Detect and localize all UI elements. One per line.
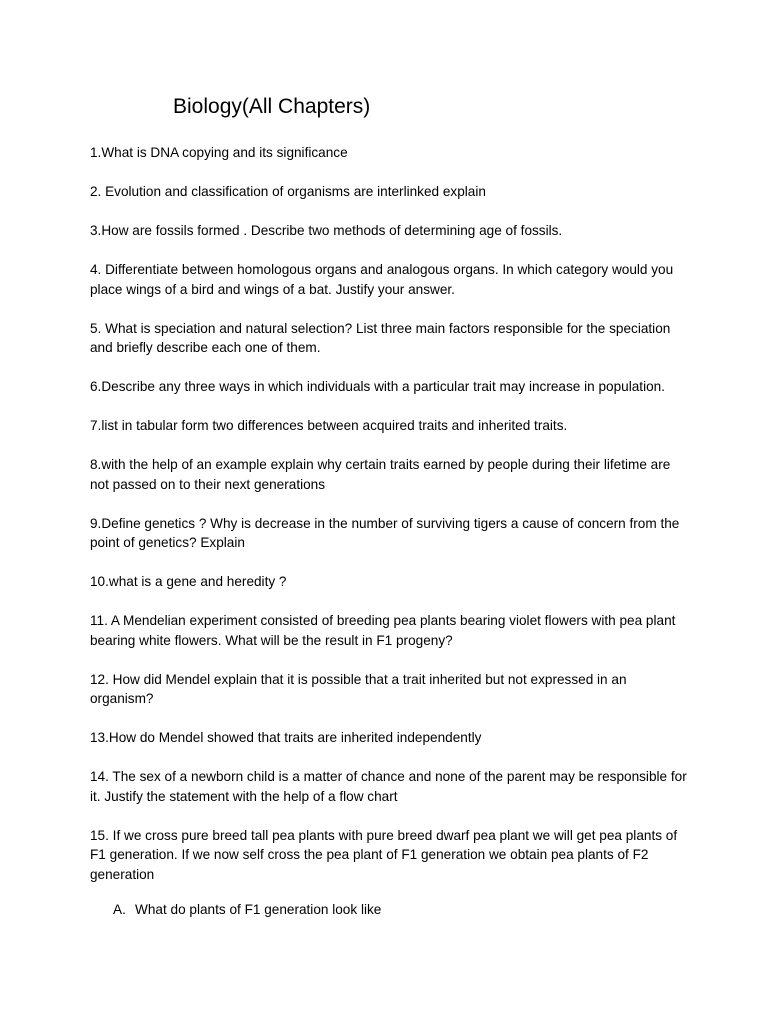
subquestion-text: What do plants of F1 generation look like <box>135 902 382 917</box>
question-2: 2. Evolution and classification of organisms are interlinked explain <box>90 184 486 199</box>
question-15: 15. If we cross pure breed tall pea plants with pure breed dwarf pea plant we will get pea plants of F1 generation. If we now self cross the pea plant of F1 generation we obtain pea plants of F2 generation <box>90 827 678 882</box>
question-5: 5. What is speciation and natural selection? List three main factors responsible for the speciation and briefly describe each one of them. <box>90 320 671 355</box>
page-title: Biology(All Chapters) <box>173 95 371 118</box>
question-13: 13.How do Mendel showed that traits are inherited independently <box>90 730 482 745</box>
question-3: 3.How are fossils formed . Describe two methods of determining age of fossils. <box>90 223 563 238</box>
question-9: 9.Define genetics ? Why is decrease in the number of surviving tigers a cause of concern from the point of genetics? Explain <box>90 515 680 550</box>
question-12: 12. How did Mendel explain that it is possible that a trait inherited but not expressed in an organism? <box>90 671 627 706</box>
question-14: 14. The sex of a newborn child is a matter of chance and none of the parent may be responsible for it. Justify the statement with the help of a flow chart <box>90 769 687 804</box>
question-list <box>90 143 690 904</box>
question-1: 1.What is DNA copying and its significance <box>90 145 348 160</box>
question-10: 10.what is a gene and heredity ? <box>90 574 287 589</box>
question-4: 4. Differentiate between homologous organs and analogous organs. In which category would you place wings of a bird and wings of a bat. Justify your answer. <box>90 262 674 297</box>
subquestion-a <box>113 900 381 920</box>
question-8: 8.with the help of an example explain why certain traits earned by people during their lifetime are not passed on to their next generations <box>90 457 671 492</box>
question-6: 6.Describe any three ways in which individuals with a particular trait may increase in population. <box>90 379 665 394</box>
question-11: 11. A Mendelian experiment consisted of breeding pea plants bearing violet flowers with pea plant bearing white flowers. What will be the result in F1 progeny? <box>90 613 676 648</box>
question-7: 7.list in tabular form two differences between acquired traits and inherited traits. <box>90 418 568 433</box>
subquestion-marker: A. <box>113 902 126 917</box>
